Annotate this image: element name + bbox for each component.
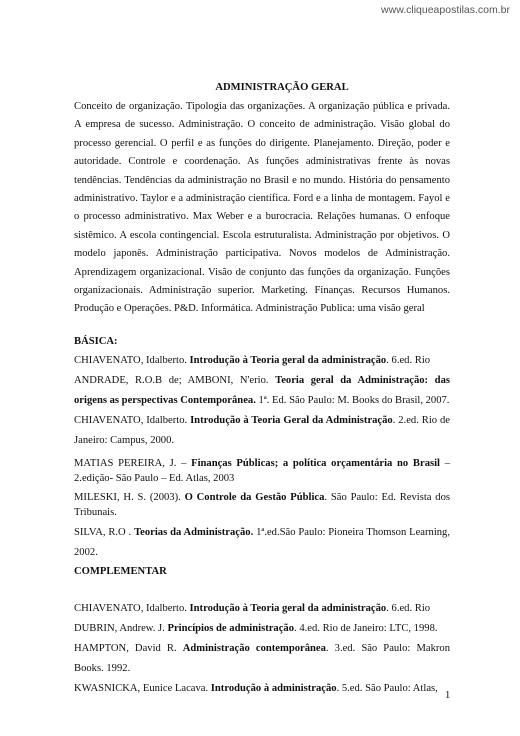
basic-bibliography-heading: BÁSICA:: [74, 335, 118, 347]
reference-item: CHIAVENATO, Idalberto. Introdução à Teoria geral da administração. 6.ed. Rio: [74, 602, 431, 614]
site-watermark: www.cliqueapostilas.com.br: [381, 4, 510, 16]
reference-item: KWASNICKA, Eunice Lacava. Introdução à administração. 5.ed. São Paulo: Atlas,: [74, 682, 438, 694]
page-title: ADMINISTRAÇÃO GERAL: [215, 82, 349, 93]
reference-item: MATIAS PEREIRA, J. – Finanças Públicas; a política orçamentária no Brasil – 2.edição- São Paulo – Ed. Atlas, 2003: [74, 457, 451, 485]
complementary-bibliography-heading: COMPLEMENTAR: [74, 565, 167, 577]
reference-item: DUBRIN, Andrew. J. Princípios de administração. 4.ed. Rio de Janeiro: LTC, 1998.: [74, 622, 438, 634]
reference-item: CHIAVENATO, Idalberto. Introdução à Teoria Geral da Administração. 2.ed. Rio de Janeiro: Campus, 2000.: [74, 414, 450, 446]
reference-item: ANDRADE, R.O.B de; AMBONI, N'erio. Teoria geral da Administração: das origens as perspectivas Contemporânea. 1ª. Ed. São Paulo: M. Books do Brasil, 2007.: [74, 374, 450, 406]
reference-item: MILESKI, H. S. (2003). O Controle da Gestão Pública. São Paulo: Ed. Revista dos Tribunais.: [74, 491, 451, 519]
syllabus-paragraph: Conceito de organização. Tipologia das organizações. A organização pública e privada. A empresa de sucesso. Administração. O conceito de administração. Visão global do processo gerencial. O perfil e as funções do dirigente. Planejamento. Direção, poder e autoridade. Controle e coordenação. As funções administrativas frente às novas tendências. Tendências da administração no Brasil e no mundo. História do pensamento administrativo. Taylor e a administração científica. Ford e a linha de montagem. Fayol e o processo administrativo. Max Weber e a burocracia. Relações humanas. O enfoque sistêmico. A escola contingencial. Escola estruturalista. Administração por objetivos. O modelo japonês. Administração participativa. Novos modelos de Administração. Aprendizagem organizacional. Visão de conjunto das funções da organização. Funções organizacionais. Administração superior. Marketing. Finanças. Recursos Humanos. Produção e Operações. P&D. Informática. Administração Publica: uma visão geral: [74, 101, 450, 315]
document-body: [74, 80, 450, 699]
reference-item: CHIAVENATO, Idalberto. Introdução à Teoria geral da administração. 6.ed. Rio: [74, 354, 431, 366]
reference-item: HAMPTON, David R. Administração contemporânea. 3.ed. São Paulo: Makron Books. 1992.: [74, 642, 450, 674]
reference-item: SILVA, R.O . Teorias da Administração. 1ª.ed.São Paulo: Pioneira Thomson Learning, 2002.: [74, 526, 450, 558]
page-number: 1: [445, 690, 451, 701]
